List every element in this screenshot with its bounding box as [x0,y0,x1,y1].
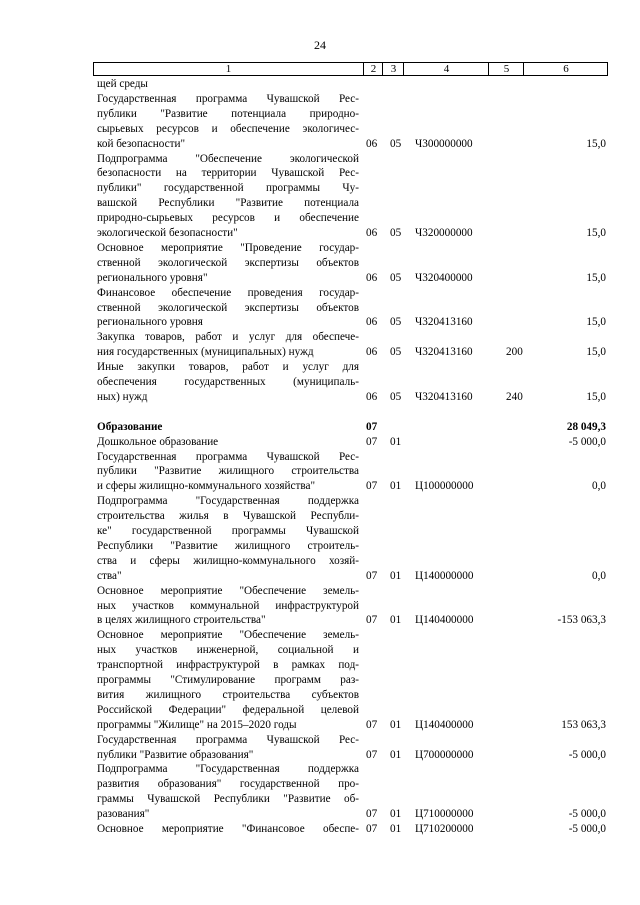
row-text: ства и сферы жилищно-коммунального хозяй- [97,554,359,567]
row-text: обеспечения государственных (муниципаль- [97,376,359,388]
row-c3-value: 05 [390,316,402,329]
row-text: ных участков коммунальной инфраструктурой [97,599,359,612]
row-c6-value: 153 063,3 [561,718,606,731]
row-c4-value: Ц710000000 [415,808,474,821]
row-c2-value: 06 [366,346,378,359]
row-c3-value: 05 [390,271,402,284]
row-c3-value: 01 [390,748,402,761]
row-c5-value: 200 [506,346,523,359]
row-c3-value: 05 [390,137,402,150]
row-text: Финансовое обеспечение проведения государ- [97,286,359,299]
row-c4-value: Ч320413160 [415,346,473,359]
row-c3-value: 01 [390,480,402,493]
row-text: природно-сырьевых ресурсов и обеспечение [97,212,359,225]
row-c2-value: 06 [366,271,378,284]
row-text: и сферы жилищно-коммунального хозяйства" [97,480,316,493]
row-c2-value: 06 [366,316,378,329]
row-c2-value: 07 [366,748,378,761]
row-c3-value: 05 [390,346,402,359]
row-c6-value: 0,0 [592,569,606,582]
row-c6-value: -5 000,0 [568,808,606,821]
row-text: программы "Стимулирование программ раз- [97,674,359,686]
row-text: публики "Развитие жилищного строительства [97,465,359,478]
row-c3-value: 01 [390,823,402,835]
row-c2-value: 07 [366,480,378,493]
row-c6-value: 15,0 [586,271,606,284]
row-c3-value: 01 [390,435,402,448]
row-text: развития образования" государственной про- [97,778,359,791]
row-c3-value: 01 [390,569,402,582]
row-c6-value: 0,0 [592,480,606,493]
row-text: разования" [97,808,150,821]
row-c4-value: Ц710200000 [415,823,474,835]
row-c6-value: 15,0 [586,227,606,239]
row-c4-value: Ч320400000 [415,271,473,284]
row-text: Российской Федерации" федеральной целевой [97,703,359,716]
row-text: ния государственных (муниципальных) нужд [97,346,314,359]
row-c6-value: 15,0 [586,346,606,359]
row-text: регионального уровня" [97,271,208,284]
row-text: ных) нужд [97,390,148,403]
row-text: ственной экологической экспертизы объектов [97,301,359,314]
row-text [97,406,359,418]
row-c6-value: -5 000,0 [568,823,606,835]
row-text: Образование [97,420,163,433]
row-c6-value: -5 000,0 [568,748,606,761]
row-c2-value: 07 [366,435,378,448]
row-text: Государственная программа Чувашской Рес- [97,92,359,105]
row-text: Республики "Развитие жилищного строитель- [97,539,359,552]
row-text: транспортной инфраструктурой в рамках под- [97,659,359,672]
row-text: безопасности на территории Чувашской Рес- [97,167,359,180]
row-c3-value: 05 [390,227,402,239]
row-c6-value: 15,0 [586,316,606,329]
row-c4-value: Ц140400000 [415,614,474,627]
row-text: Закупка товаров, работ и услуг для обеспече- [97,331,359,344]
row-text: ственной экологической экспертизы объектов [97,256,359,269]
row-c4-value: Ч300000000 [415,137,473,150]
row-c2-value: 07 [366,718,378,731]
row-text: регионального уровня [97,316,203,329]
row-c4-value: Ч320413160 [415,390,473,403]
row-c2-value: 06 [366,227,378,239]
row-c4-value: Ц140400000 [415,718,474,731]
header-col-2: 2 [363,63,383,75]
row-c2-value: 07 [366,569,378,582]
row-c6-value: 15,0 [586,390,606,403]
row-c2-value: 06 [366,390,378,403]
row-text: Основное мероприятие "Обеспечение земель- [97,629,359,642]
row-c2-value: 07 [366,823,378,835]
row-c6-value: 28 049,3 [566,420,606,433]
row-text: Основное мероприятие "Обеспечение земель- [97,584,359,597]
row-c4-value: Ч320000000 [415,227,473,239]
row-text: строительства жилья в Чувашской Республи- [97,510,359,523]
row-text: Дошкольное образование [97,435,219,448]
row-text: публики "Развитие образования" [97,748,254,761]
header-col-5: 5 [488,63,524,75]
row-c2-value: 07 [366,420,378,433]
row-c4-value: Ц700000000 [415,748,474,761]
row-c4-value: Ч320413160 [415,316,473,329]
row-c2-value: 06 [366,137,378,150]
row-text: в целях жилищного строительства" [97,614,266,627]
row-text: Основное мероприятие "Финансовое обеспе- [97,823,359,835]
row-c2-value: 07 [366,614,378,627]
row-text: Подпрограмма "Обеспечение экологической [97,152,359,165]
row-c3-value: 01 [390,614,402,627]
row-text: программы "Жилище" на 2015–2020 годы [97,718,297,731]
row-text: Основное мероприятие "Проведение государ- [97,241,359,254]
row-text: ке" государственной программы Чувашской [97,525,359,537]
row-text: сырьевых ресурсов и обеспечение экологичес- [97,122,359,135]
row-c4-value: Ц100000000 [415,480,474,493]
row-text: публики "Развитие потенциала природно- [97,107,359,120]
row-c3-value: 01 [390,808,402,821]
row-text: Иные закупки товаров, работ и услуг для [97,361,359,374]
header-col-6: 6 [523,63,608,75]
header-col-4: 4 [403,63,489,75]
row-text: граммы Чувашской Республики "Развитие об- [97,793,359,806]
row-c6-value: 15,0 [586,137,606,150]
row-c5-value: 240 [506,390,523,403]
row-c4-value: Ц140000000 [415,569,474,582]
row-text: вашской Республики "Развитие потенциала [97,197,359,210]
row-text: вития жилищного строительства субъектов [97,688,359,701]
page-number: 24 [314,38,326,52]
header-col-1: 1 [225,63,232,75]
row-text: публики" государственной программы Чу- [97,182,359,195]
header-col-3: 3 [382,63,404,75]
table-header [93,62,608,76]
row-c6-value: -5 000,0 [568,435,606,448]
row-text: кой безопасности" [97,137,186,150]
row-text: Государственная программа Чувашской Рес- [97,450,359,463]
row-text: ных участков инженерной, социальной и [97,644,359,657]
row-c6-value: -153 063,3 [557,614,606,627]
row-text: Подпрограмма "Государственная поддержка [97,763,359,776]
row-text: Подпрограмма "Государственная поддержка [97,495,359,508]
row-text: щей среды [97,78,148,90]
row-c3-value: 01 [390,718,402,731]
row-c2-value: 07 [366,808,378,821]
row-text: Государственная программа Чувашской Рес- [97,733,359,746]
row-text: ства" [97,569,122,582]
row-text: экологической безопасности" [97,227,238,239]
row-c3-value: 05 [390,390,402,403]
